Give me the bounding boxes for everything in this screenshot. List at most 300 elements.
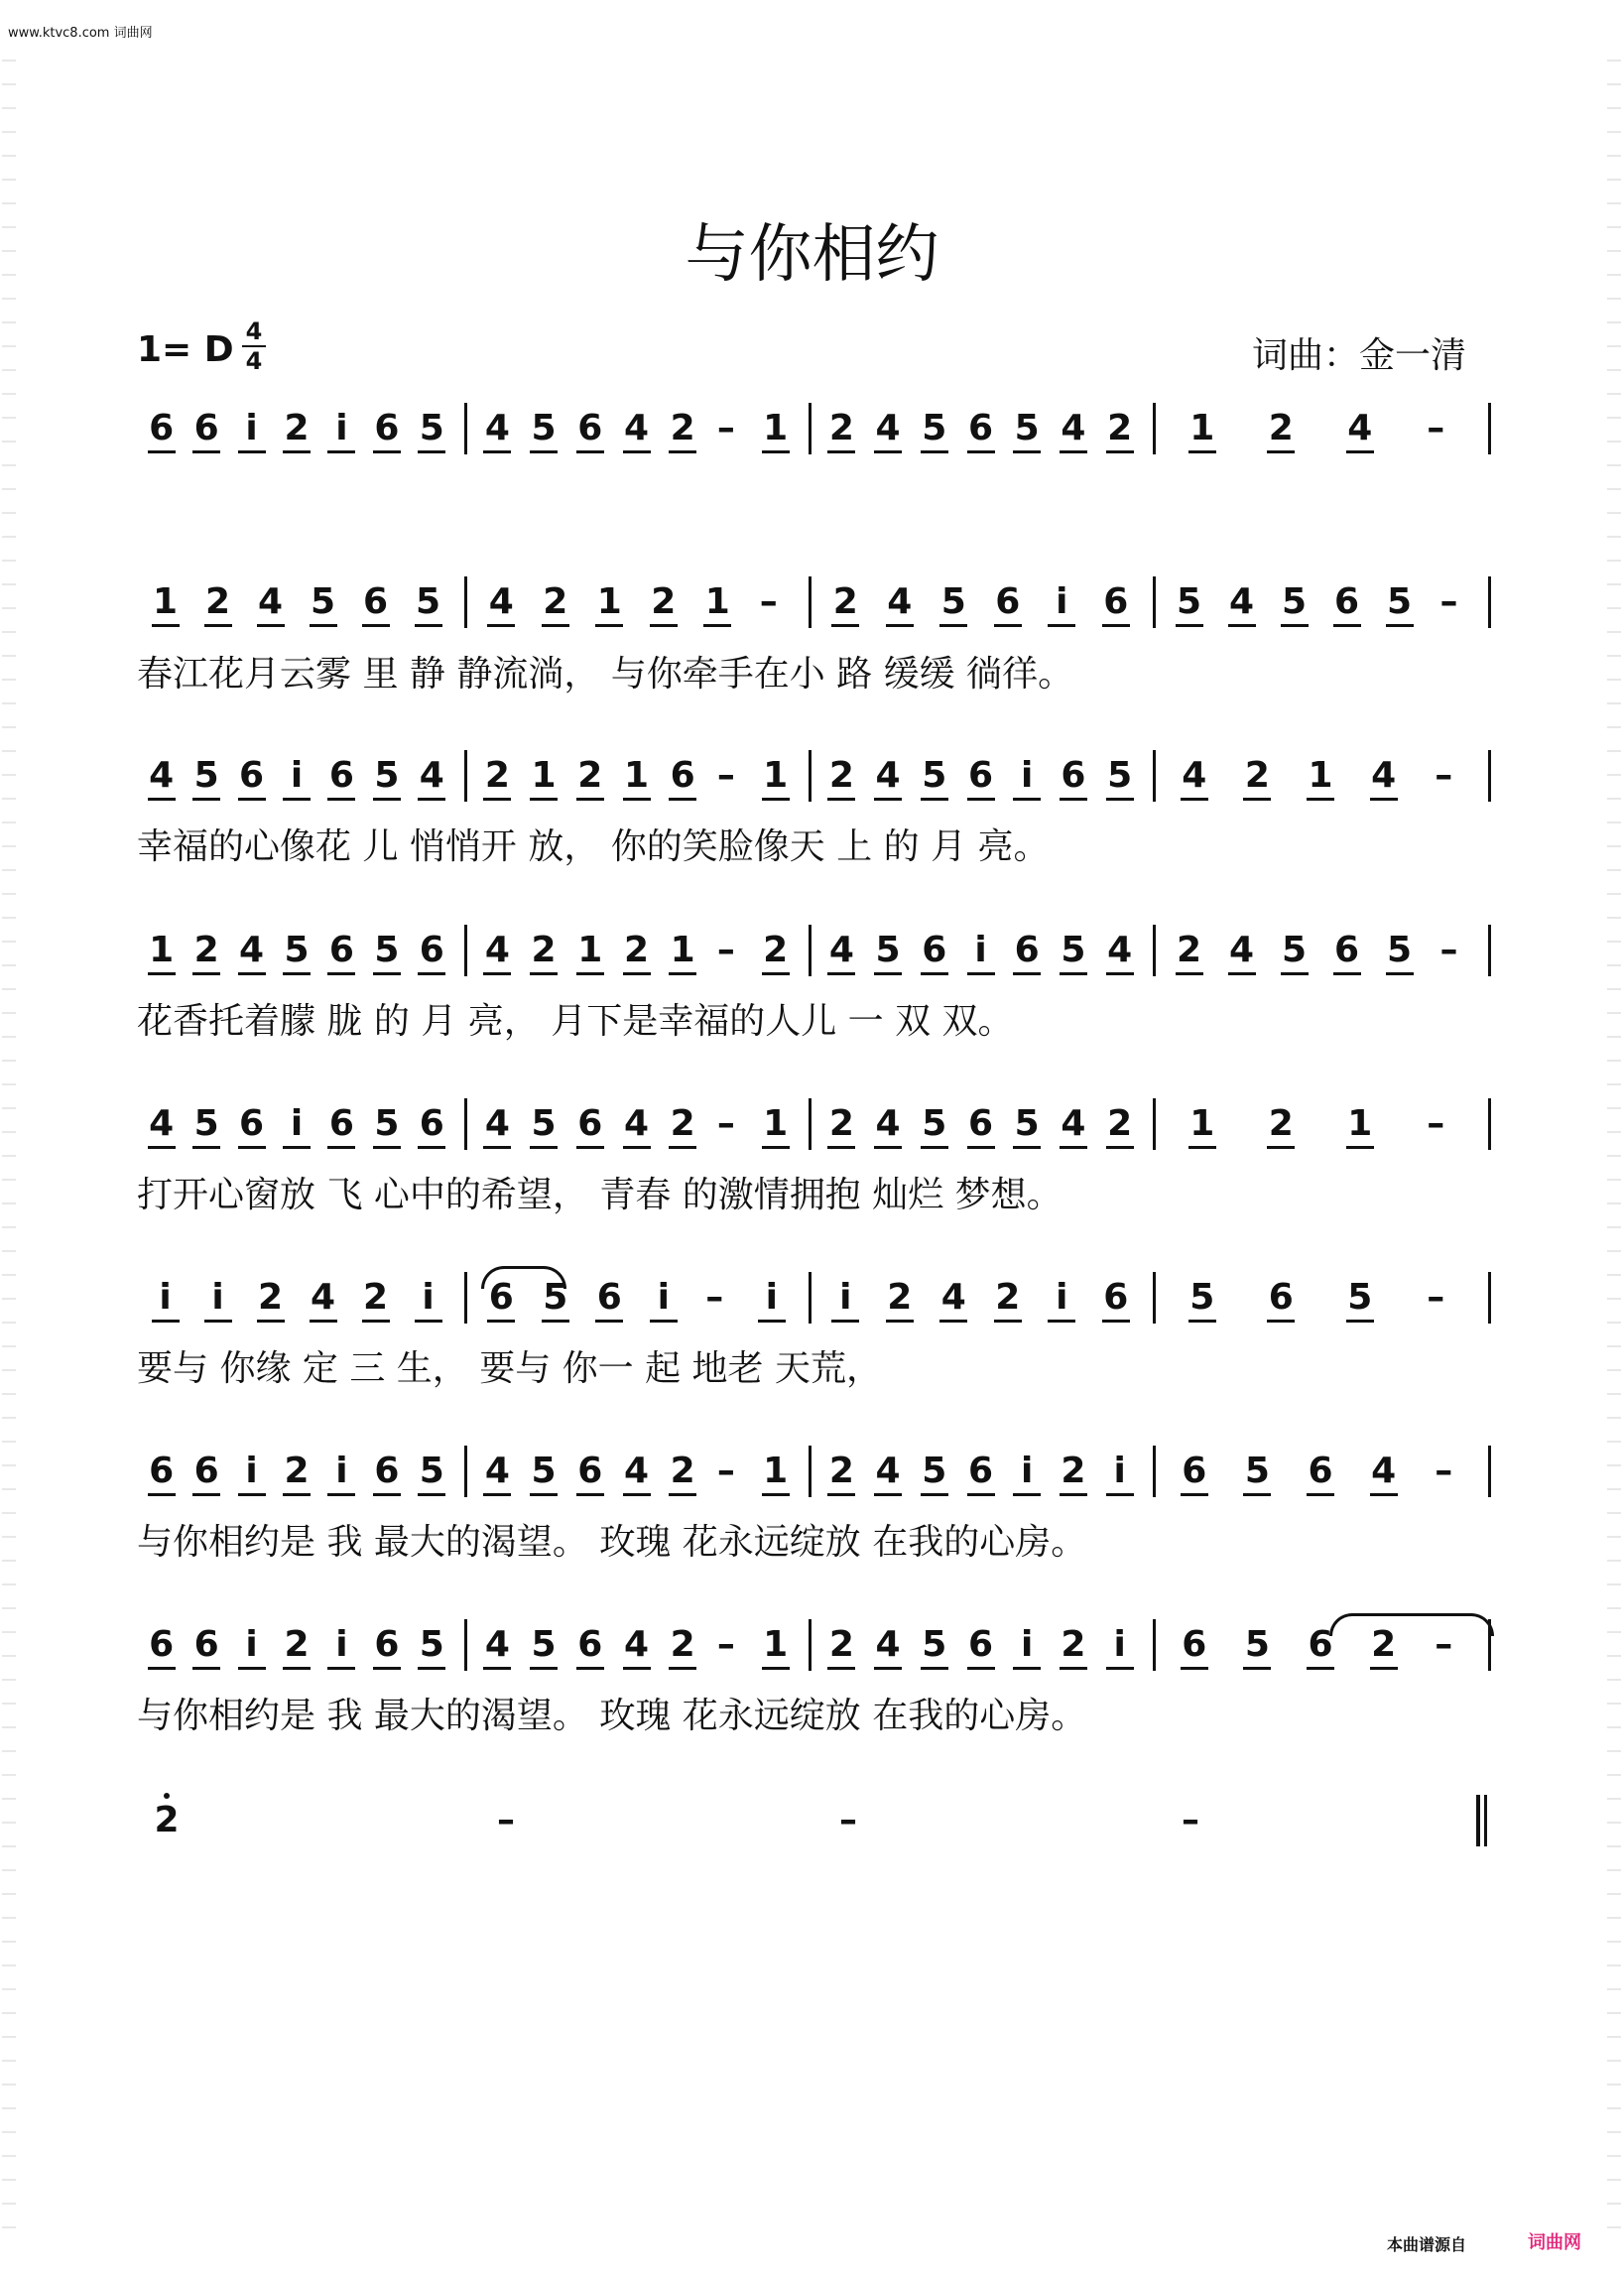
note: 4 xyxy=(875,1624,901,1665)
beam-underline xyxy=(418,450,445,453)
beam-underline xyxy=(487,624,515,627)
beam-underline xyxy=(650,1320,678,1323)
sustain-dash: – xyxy=(1435,1624,1453,1665)
note: 6 xyxy=(577,408,603,448)
beam-underline xyxy=(1106,1493,1134,1496)
note: 6 xyxy=(1103,1277,1129,1318)
note: 5 xyxy=(419,1451,444,1491)
note: 1 xyxy=(531,755,557,796)
note: 2 xyxy=(828,1451,854,1491)
final-barline-thick xyxy=(1484,1795,1487,1846)
note: 4 xyxy=(149,1103,175,1144)
beam-underline xyxy=(1013,450,1041,453)
lyric-row xyxy=(137,653,1486,700)
beam-underline xyxy=(327,798,355,801)
sustain-dash: – xyxy=(759,581,778,622)
note: 6 xyxy=(1333,930,1360,970)
beam-underline xyxy=(827,1146,855,1149)
final-barline xyxy=(1476,1795,1480,1846)
beam-underline xyxy=(1267,450,1295,453)
beam-underline xyxy=(1333,972,1361,975)
note: 4 xyxy=(1228,930,1255,970)
beam-underline xyxy=(415,624,442,627)
barline xyxy=(1153,750,1156,802)
beam-underline xyxy=(1060,1667,1087,1670)
note: i xyxy=(1021,1624,1034,1665)
note: i xyxy=(1056,581,1068,622)
beam-underline xyxy=(921,1146,948,1149)
beam-underline xyxy=(831,624,859,627)
note: 2 xyxy=(651,581,677,622)
note: 6 xyxy=(577,1103,603,1144)
lyric-row xyxy=(137,1174,1486,1221)
beam-underline xyxy=(1106,450,1134,453)
beam-underline xyxy=(1013,798,1041,801)
beam-underline xyxy=(1048,624,1075,627)
note: 6 xyxy=(995,581,1021,622)
barline xyxy=(464,925,467,976)
beam-underline xyxy=(1106,1667,1134,1670)
beam-underline xyxy=(595,624,623,627)
beam-underline xyxy=(1243,1667,1271,1670)
beam-underline xyxy=(886,1320,914,1323)
note: 1 xyxy=(763,1103,789,1144)
music-row xyxy=(0,409,1624,468)
barline xyxy=(1488,1446,1491,1497)
beam-underline xyxy=(1106,798,1134,801)
note: 1 xyxy=(763,1624,789,1665)
beam-underline xyxy=(310,1320,337,1323)
beam-underline xyxy=(1307,1493,1334,1496)
note: i xyxy=(839,1277,852,1318)
note: 5 xyxy=(531,1451,557,1491)
beam-underline xyxy=(623,972,651,975)
beam-underline xyxy=(967,1493,995,1496)
beam-underline xyxy=(1181,798,1208,801)
beam-underline xyxy=(483,1493,511,1496)
note: 4 xyxy=(623,408,650,448)
beam-underline xyxy=(939,624,967,627)
note: 2 xyxy=(193,930,219,970)
beam-underline xyxy=(1060,972,1087,975)
beam-underline xyxy=(283,798,311,801)
note: 1 xyxy=(1308,755,1333,796)
barline xyxy=(1488,750,1491,802)
note: 5 xyxy=(543,1277,568,1318)
note: i xyxy=(159,1277,172,1318)
note: 5 xyxy=(1281,930,1308,970)
note: 2 xyxy=(1176,930,1202,970)
beam-underline xyxy=(576,1493,604,1496)
note: 5 xyxy=(922,408,947,448)
music-row xyxy=(0,582,1624,642)
beam-underline xyxy=(418,1667,445,1670)
note: 5 xyxy=(419,408,444,448)
note: 6 xyxy=(239,1103,265,1144)
note: i xyxy=(974,930,987,970)
note: 5 xyxy=(374,1103,400,1144)
note: 2 xyxy=(577,755,603,796)
beam-underline xyxy=(967,798,995,801)
note: 6 xyxy=(670,755,695,796)
note: 6 xyxy=(1333,581,1360,622)
note: 5 xyxy=(940,581,966,622)
note: 6 xyxy=(1061,755,1086,796)
note: 4 xyxy=(1182,755,1207,796)
beam-underline xyxy=(327,972,355,975)
beam-underline xyxy=(1228,624,1256,627)
beam-underline xyxy=(1102,1320,1130,1323)
note: 2 xyxy=(670,1103,695,1144)
beam-underline xyxy=(148,1667,176,1670)
sustain-dash: – xyxy=(1435,755,1453,796)
beam-underline xyxy=(1267,1320,1295,1323)
note: 5 xyxy=(1386,581,1413,622)
barline xyxy=(809,925,812,976)
beam-underline xyxy=(576,798,604,801)
lyric-text: 要与 你缘 定 三 生， 要与 你一 起 地老 天荒， xyxy=(137,1348,882,1389)
sustain-dash: – xyxy=(1435,1451,1453,1491)
beam-underline xyxy=(373,1667,401,1670)
note: 4 xyxy=(623,1624,650,1665)
beam-underline xyxy=(530,1493,558,1496)
beam-underline xyxy=(238,972,266,975)
beam-underline xyxy=(967,450,995,453)
beam-underline xyxy=(827,1493,855,1496)
note: 2 xyxy=(284,1451,310,1491)
note: i xyxy=(1113,1451,1126,1491)
sustain-dash: – xyxy=(1439,581,1458,622)
note: 4 xyxy=(875,1103,901,1144)
beam-underline xyxy=(148,450,176,453)
beam-underline xyxy=(1333,624,1361,627)
sustain-dash: – xyxy=(716,930,735,970)
beam-underline xyxy=(1060,798,1087,801)
beam-underline xyxy=(204,624,232,627)
note: 5 xyxy=(531,408,557,448)
beam-underline xyxy=(362,624,390,627)
beam-underline xyxy=(1307,798,1334,801)
beam-underline xyxy=(373,450,401,453)
note: 5 xyxy=(1014,1103,1040,1144)
note: 2 xyxy=(1107,408,1133,448)
beam-underline xyxy=(1060,1493,1087,1496)
beam-underline xyxy=(1176,972,1203,975)
song-title: 与你相约 xyxy=(685,218,939,292)
beam-underline xyxy=(1013,1493,1041,1496)
note: 1 xyxy=(763,1451,789,1491)
note: 5 xyxy=(1244,1624,1270,1665)
beam-underline xyxy=(1386,624,1414,627)
sustain-dash: – xyxy=(716,408,735,448)
note: i xyxy=(335,1451,348,1491)
beam-underline xyxy=(192,798,220,801)
beam-underline xyxy=(576,1146,604,1149)
note: 5 xyxy=(922,1103,947,1144)
note: 6 xyxy=(419,930,444,970)
beam-underline xyxy=(921,1493,948,1496)
music-row xyxy=(0,756,1624,816)
beam-underline xyxy=(487,1320,515,1323)
note: 2 xyxy=(763,930,789,970)
barline xyxy=(1153,576,1156,628)
beam-underline xyxy=(1188,450,1216,453)
beam-underline xyxy=(595,1320,623,1323)
note: i xyxy=(657,1277,670,1318)
barline xyxy=(1488,576,1491,628)
beam-underline xyxy=(669,1493,696,1496)
beam-underline xyxy=(418,1146,445,1149)
note: 6 xyxy=(967,755,994,796)
note: 6 xyxy=(1014,930,1040,970)
note: 5 xyxy=(374,755,400,796)
beam-underline xyxy=(967,972,995,975)
beam-underline xyxy=(874,798,902,801)
beam-underline xyxy=(483,1146,511,1149)
note: 6 xyxy=(193,408,219,448)
note: 6 xyxy=(1103,581,1129,622)
time-signature-top: 4 xyxy=(245,317,263,345)
music-row xyxy=(0,1104,1624,1164)
beam-underline xyxy=(257,624,285,627)
note: 5 xyxy=(419,1624,444,1665)
lyric-text: 幸福的心像花 儿 悄悄开 放， 你的笑脸像天 上 的 月 亮。 xyxy=(137,826,1050,867)
beam-underline xyxy=(1181,1493,1208,1496)
beam-underline xyxy=(238,798,266,801)
note: 6 xyxy=(374,1624,400,1665)
note: i xyxy=(245,1624,258,1665)
beam-underline xyxy=(886,624,914,627)
footer-brand: 词曲网 xyxy=(1528,2232,1581,2253)
beam-underline xyxy=(283,450,311,453)
beam-underline xyxy=(418,972,445,975)
beam-underline xyxy=(1281,624,1309,627)
beam-underline xyxy=(831,1320,859,1323)
note: 5 xyxy=(374,930,400,970)
note: 4 xyxy=(1107,930,1133,970)
note: 4 xyxy=(1371,1451,1397,1491)
note: 5 xyxy=(922,1451,947,1491)
note: 2 xyxy=(284,408,310,448)
note: 4 xyxy=(887,581,913,622)
beam-underline xyxy=(1013,1667,1041,1670)
beam-underline xyxy=(874,450,902,453)
beam-underline xyxy=(373,1146,401,1149)
note: 2 xyxy=(887,1277,913,1318)
barline xyxy=(1153,1446,1156,1497)
beam-underline xyxy=(827,1667,855,1670)
note: 5 xyxy=(531,1624,557,1665)
note: 2 xyxy=(670,408,695,448)
lyric-text: 与你相约是 我 最大的渴望。 玫瑰 花永远绽放 在我的心房。 xyxy=(137,1522,1087,1563)
beam-underline xyxy=(1346,450,1374,453)
beam-underline xyxy=(967,1146,995,1149)
note: 6 xyxy=(328,1103,354,1144)
beam-underline xyxy=(921,972,948,975)
barline xyxy=(464,1098,467,1150)
barline xyxy=(809,1272,812,1324)
note: 2 xyxy=(154,1800,180,1840)
beam-underline xyxy=(204,1320,232,1323)
beam-underline xyxy=(874,1667,902,1670)
note: 4 xyxy=(940,1277,966,1318)
note: 6 xyxy=(419,1103,444,1144)
barline xyxy=(809,750,812,802)
barline xyxy=(464,576,467,628)
beam-underline xyxy=(327,1146,355,1149)
sustain-dash: – xyxy=(716,1103,735,1144)
beam-underline xyxy=(148,1493,176,1496)
note: 5 xyxy=(922,755,947,796)
note: 4 xyxy=(1347,408,1373,448)
note: 6 xyxy=(239,755,265,796)
note: 5 xyxy=(1176,581,1202,622)
beam-underline xyxy=(283,1493,311,1496)
note: i xyxy=(335,408,348,448)
note: 1 xyxy=(152,581,179,622)
music-row xyxy=(0,1452,1624,1511)
beam-underline xyxy=(192,972,220,975)
barline xyxy=(1153,1619,1156,1671)
footer-source-label: 本曲谱源自 xyxy=(1387,2235,1467,2254)
beam-underline xyxy=(238,450,266,453)
lyric-text: 春江花月云雾 里 静 静流淌， 与你牵手在小 路 缓缓 徜徉。 xyxy=(137,654,1074,695)
beam-underline xyxy=(1346,1146,1374,1149)
beam-underline xyxy=(967,1667,995,1670)
beam-underline xyxy=(257,1320,285,1323)
note: i xyxy=(335,1624,348,1665)
note: 1 xyxy=(704,581,730,622)
lyric-text: 打开心窗放 飞 心中的希望， 青春 的激情拥抱 灿烂 梦想。 xyxy=(137,1175,1062,1215)
note: 2 xyxy=(531,930,557,970)
beam-underline xyxy=(542,624,569,627)
note: 5 xyxy=(531,1103,557,1144)
beam-underline xyxy=(483,450,511,453)
note: 2 xyxy=(362,1277,389,1318)
note: 5 xyxy=(284,930,310,970)
beam-underline xyxy=(994,624,1022,627)
note: 4 xyxy=(149,755,175,796)
beam-underline xyxy=(1060,1146,1087,1149)
beam-underline xyxy=(327,1493,355,1496)
beam-underline xyxy=(152,624,180,627)
beam-underline xyxy=(921,1667,948,1670)
beam-underline xyxy=(669,798,696,801)
sustain-dash: – xyxy=(716,1451,735,1491)
note: 4 xyxy=(875,1451,901,1491)
note: 2 xyxy=(1268,1103,1294,1144)
note: 5 xyxy=(1386,930,1413,970)
note: 6 xyxy=(596,1277,622,1318)
note: 2 xyxy=(284,1624,310,1665)
sustain-dash: – xyxy=(1182,1800,1199,1840)
note: 5 xyxy=(310,581,336,622)
note: 1 xyxy=(670,930,695,970)
beam-underline xyxy=(192,1493,220,1496)
barline xyxy=(1488,403,1491,454)
note: 6 xyxy=(1268,1277,1294,1318)
beam-underline xyxy=(1181,1667,1208,1670)
beam-underline xyxy=(283,1146,311,1149)
note: 2 xyxy=(828,1103,854,1144)
beam-underline xyxy=(373,1493,401,1496)
note: 5 xyxy=(1189,1277,1215,1318)
note: 4 xyxy=(875,408,901,448)
beam-underline xyxy=(827,450,855,453)
beam-underline xyxy=(994,1320,1022,1323)
note: 5 xyxy=(1014,408,1040,448)
note: 1 xyxy=(623,755,650,796)
barline xyxy=(809,1098,812,1150)
beam-underline xyxy=(1013,972,1041,975)
note: 6 xyxy=(922,930,947,970)
note: 2 xyxy=(257,1277,284,1318)
barline xyxy=(809,1619,812,1671)
sustain-dash: – xyxy=(1427,1277,1445,1318)
note: 6 xyxy=(1182,1451,1207,1491)
beam-underline xyxy=(530,1667,558,1670)
beam-underline xyxy=(530,1146,558,1149)
note: 2 xyxy=(1244,755,1270,796)
note: 4 xyxy=(419,755,444,796)
beam-underline xyxy=(1048,1320,1075,1323)
note: 6 xyxy=(149,408,175,448)
music-row xyxy=(0,1278,1624,1337)
beam-underline xyxy=(762,1146,790,1149)
beam-underline xyxy=(669,1146,696,1149)
note: i xyxy=(290,755,304,796)
beam-underline xyxy=(623,450,651,453)
beam-underline xyxy=(148,972,176,975)
note: 6 xyxy=(328,930,354,970)
note: 6 xyxy=(967,408,994,448)
beam-underline xyxy=(530,450,558,453)
beam-underline xyxy=(1106,1146,1134,1149)
note: 6 xyxy=(577,1624,603,1665)
note: i xyxy=(290,1103,304,1144)
beam-underline xyxy=(762,1493,790,1496)
beam-underline xyxy=(483,798,511,801)
beam-underline xyxy=(874,972,902,975)
note: 4 xyxy=(1061,1103,1086,1144)
beam-underline xyxy=(762,450,790,453)
barline xyxy=(1153,925,1156,976)
note: 2 xyxy=(1268,408,1294,448)
note: 2 xyxy=(828,408,854,448)
beam-underline xyxy=(542,1320,569,1323)
beam-underline xyxy=(148,798,176,801)
note: 4 xyxy=(239,930,265,970)
beam-underline xyxy=(152,1320,180,1323)
lyric-row xyxy=(137,1521,1486,1569)
note: 4 xyxy=(1061,408,1086,448)
beam-underline xyxy=(623,1146,651,1149)
note: 1 xyxy=(1189,1103,1215,1144)
sustain-dash: – xyxy=(1439,930,1458,970)
beam-underline xyxy=(669,450,696,453)
note: 6 xyxy=(1308,1451,1333,1491)
beam-underline xyxy=(576,450,604,453)
barline xyxy=(1488,1098,1491,1150)
lyric-row xyxy=(137,1695,1486,1742)
beam-underline xyxy=(1106,972,1134,975)
beam-underline xyxy=(192,450,220,453)
note: 5 xyxy=(1244,1451,1270,1491)
note: 6 xyxy=(374,1451,400,1491)
note: 1 xyxy=(763,755,789,796)
barline xyxy=(809,576,812,628)
beam-underline xyxy=(1013,1146,1041,1149)
